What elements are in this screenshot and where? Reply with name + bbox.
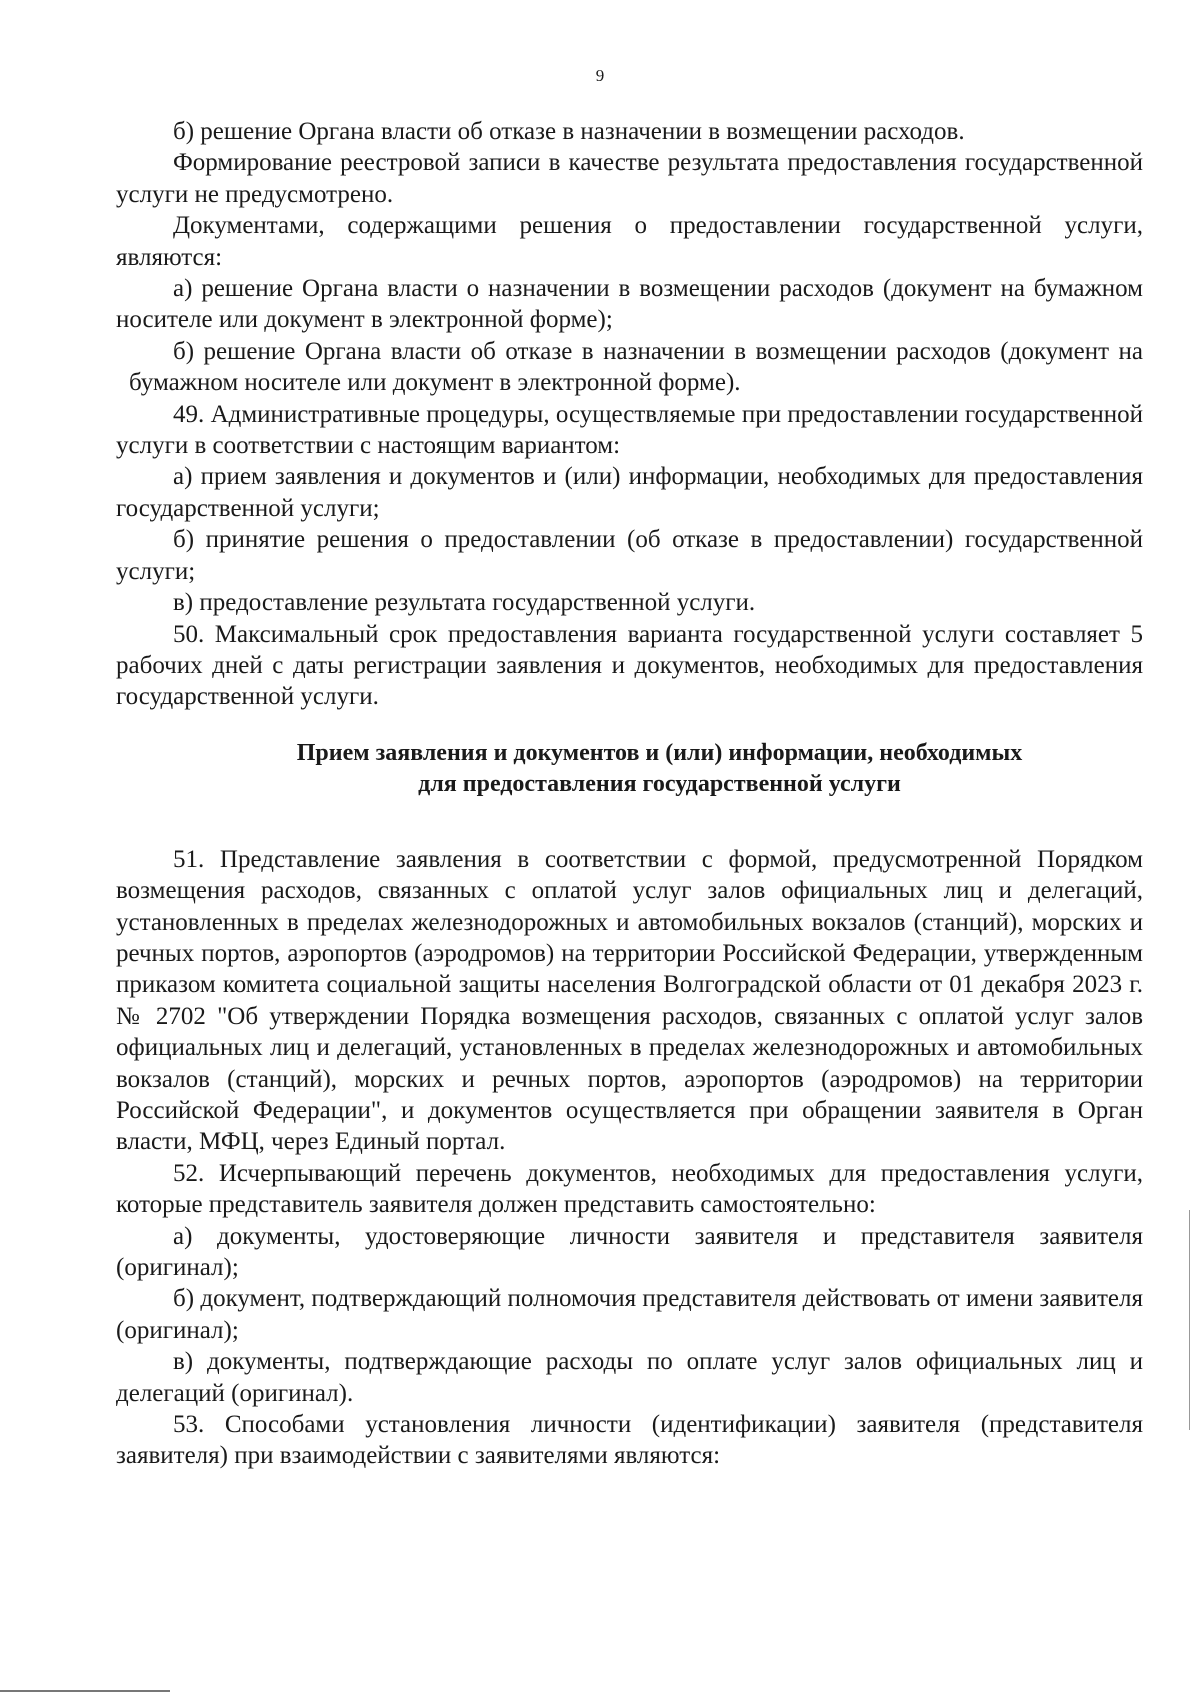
- scan-edge-mark: [1189, 1210, 1190, 1430]
- paragraph: Формирование реестровой записи в качестве результата предоставления государственной услуги не предусмотрено.: [116, 149, 1143, 208]
- paragraph: 50. Максимальный срок предоставления варианта государственной услуги составляет 5 рабочих дней с даты регистрации заявления и документов, необходимых для предоставления государственной услуги.: [116, 620, 1143, 711]
- paragraph: 53. Способами установления личности (идентификации) заявителя (представителя заявителя) при взаимодействии с заявителями являются:: [116, 1411, 1143, 1470]
- list-item: в) предоставление результата государственной услуги.: [173, 589, 756, 617]
- paragraph: 51. Представление заявления в соответствии с формой, предусмотренной Порядком возмещения расходов, связанных с оплатой услуг залов официальных лиц и делегаций, установленных в пределах железнодорожных и автомобильных вокзалов (станций), морских и речных портов, аэропортов (аэродромов) на территории Российской Федерации, утвержденным приказом комитета социальной защиты населения Волгоградской области от 01 декабря 2023 г. № 2702 "Об утверждении Порядка возмещения расходов, связанных с оплатой услуг залов официальных лиц и делегаций, установленных в пределах железнодорожных и автомобильных вокзалов (станций), морских и речных портов, аэропортов (аэродромов) на территории Российской Федерации", и документов осуществляется при обращении заявителя в Орган власти, МФЦ, через Единый портал.: [116, 845, 1143, 1156]
- list-item: б) принятие решения о предоставлении (об отказе в предоставлении) государственной услуги;: [116, 526, 1143, 585]
- document-body: [116, 116, 1143, 1472]
- list-item: а) документы, удостоверяющие личности заявителя и представителя заявителя (оригинал);: [116, 1222, 1143, 1281]
- list-item: б) документ, подтверждающий полномочия представителя действовать от имени заявителя (оригинал);: [116, 1285, 1143, 1344]
- list-item: а) прием заявления и документов и (или) информации, необходимых для предоставления государственной услуги;: [116, 463, 1143, 522]
- list-item: в) документы, подтверждающие расходы по оплате услуг залов официальных лиц и делегаций (оригинал).: [116, 1348, 1143, 1407]
- spacer: [116, 800, 1143, 844]
- list-item: а) решение Органа власти о назначении в возмещении расходов (документ на бумажном носителе или документ в электронной форме);: [116, 275, 1143, 334]
- paragraph: 52. Исчерпывающий перечень документов, необходимых для предоставления услуги, которые представитель заявителя должен представить самостоятельно:: [116, 1159, 1143, 1219]
- page-number: 9: [595, 66, 605, 85]
- list-item: б) решение Органа власти об отказе в назначении в возмещении расходов (документ на бумажном носителе или документ в электронной форме).: [129, 337, 1143, 397]
- section-heading-line: для предоставления государственной услуги: [418, 770, 901, 797]
- section-heading: [116, 738, 1143, 800]
- section-heading-line: Прием заявления и документов и (или) информации, необходимых: [296, 739, 1023, 766]
- paragraph: Документами, содержащими решения о предоставлении государственной услуги, являются:: [116, 212, 1143, 271]
- scan-edge-mark: [0, 1690, 170, 1692]
- paragraph: 49. Административные процедуры, осуществляемые при предоставлении государственной услуги в соответствии с настоящим вариантом:: [116, 400, 1143, 460]
- paragraph: б) решение Органа власти об отказе в назначении в возмещении расходов.: [173, 118, 965, 145]
